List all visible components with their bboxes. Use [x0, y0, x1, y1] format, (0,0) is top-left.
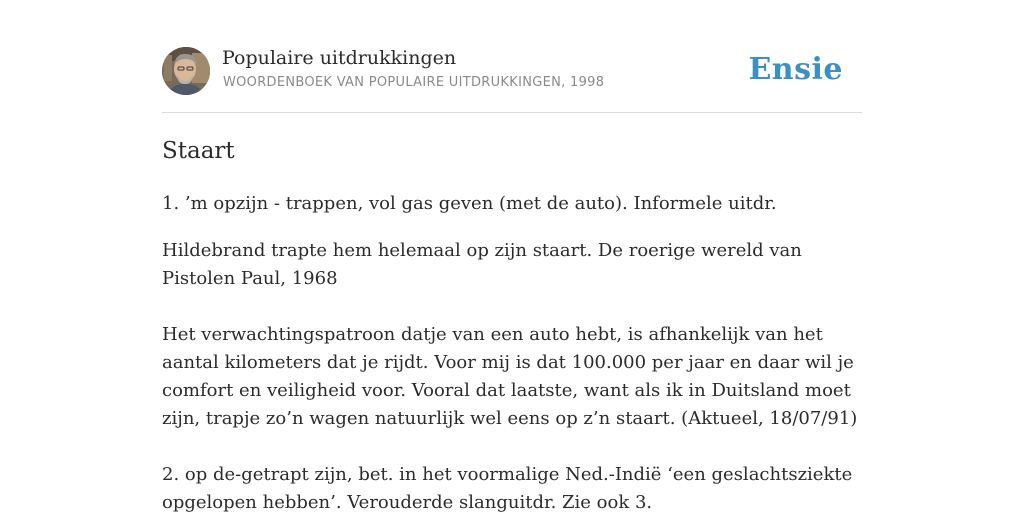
avatar-portrait-icon [162, 47, 210, 95]
paragraph-spacer [162, 293, 862, 321]
paragraph-spacer [162, 433, 862, 461]
entry-body [162, 190, 862, 512]
source-title[interactable]: Populaire uitdrukkingen [222, 47, 457, 69]
ensie-logo[interactable]: Ensie [748, 52, 843, 87]
entry-paragraph: 2. op de-getrapt zijn, bet. in het voormalige Ned.-Indië ‘een geslachtsziekte opgelopen hebben’. Verouderde slanguitdr. Zie ook 3. [162, 464, 853, 512]
source-subtitle[interactable]: WOORDENBOEK VAN POPULAIRE UITDRUKKINGEN, 1998 [223, 75, 605, 90]
source-header [162, 0, 862, 113]
entry-paragraph: 1. ’m opzijn - trappen, vol gas geven (met de auto). Informele uitdr. [162, 193, 777, 214]
entry-paragraph: Hildebrand trapte hem helemaal op zijn staart. De roerige wereld van Pistolen Paul, 1968 [162, 240, 802, 289]
entry-title: Staart [162, 138, 235, 164]
author-avatar[interactable] [162, 47, 210, 95]
entry-paragraph: Het verwachtingspatroon datje van een auto hebt, is afhankelijk van het aantal kilometers dat je rijdt. Voor mij is dat 100.000 per jaar en daar wil je comfort en veiligheid voor. Vooral dat laatste, want als ik in Duitsland moet zijn, trapje zo’n wagen natuurlijk wel eens op z’n staart. (Aktueel, 18/07/91) [162, 324, 858, 429]
page-content [162, 0, 862, 512]
